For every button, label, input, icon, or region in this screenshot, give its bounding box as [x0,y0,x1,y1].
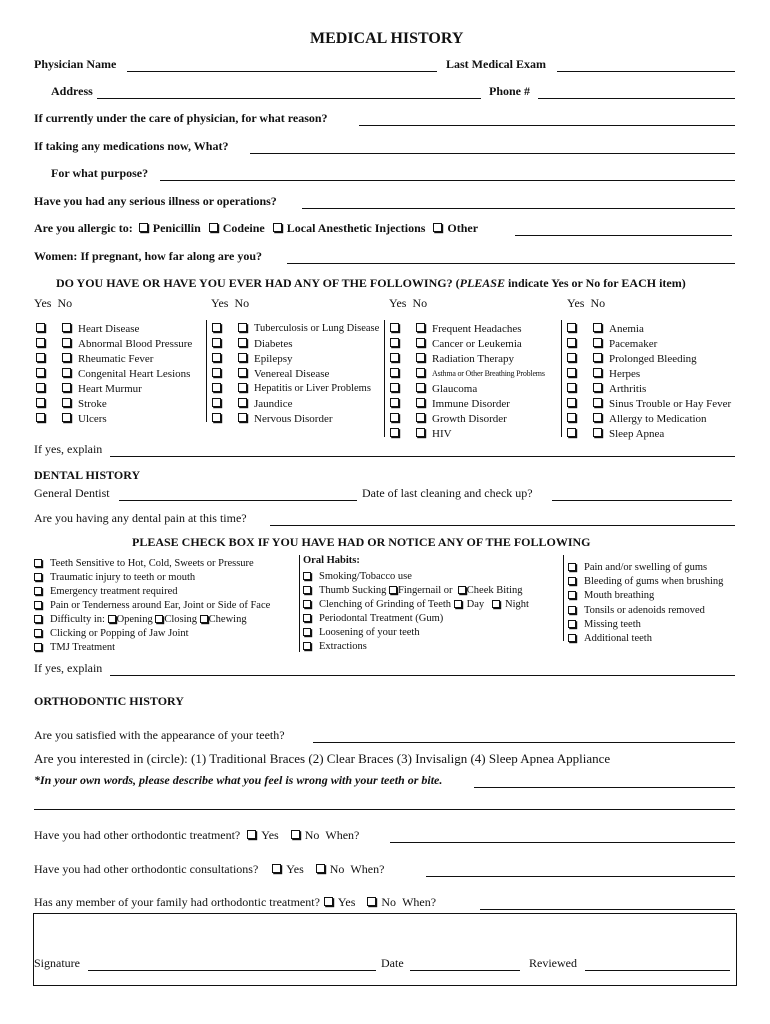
under-care-field[interactable] [359,125,735,126]
physician-name-field[interactable] [127,71,437,72]
no-checkbox[interactable] [416,368,425,377]
condition-herpes: Herpes [567,366,640,381]
phone-label: Phone # [489,84,531,98]
dental-pain-field[interactable] [270,525,735,526]
own-words-field[interactable] [474,787,735,788]
conditions-heading: DO YOU HAVE OR HAVE YOU EVER HAD ANY OF THE FOLLOWING? (PLEASE indicate Yes or No for EACH item) [56,276,686,290]
condition-cancer: Cancer or Leukemia [390,336,522,351]
family-no-checkbox[interactable] [367,897,376,906]
oral-habit-loosening: Loosening of your teeth [303,625,420,640]
other-consult-yes-checkbox[interactable] [272,864,281,873]
yes-checkbox[interactable] [212,383,221,392]
condition-stroke: Stroke [36,396,107,411]
check-box-heading: PLEASE CHECK BOX IF YOU HAVE HAD OR NOTICE ANY OF THE FOLLOWING [132,535,591,549]
cheek-biting-checkbox[interactable] [458,586,466,594]
yes-checkbox[interactable] [567,428,576,437]
oral-habit-smoking: Smoking/Tobacco use [303,569,412,584]
allergies-row [34,221,478,236]
yes-checkbox[interactable] [36,338,45,347]
condition-hepatitis: Hepatitis or Liver Problems [212,381,371,396]
condition-heart-murmur: Heart Murmur [36,381,142,396]
last-exam-field[interactable] [557,71,735,72]
checkbox[interactable] [34,573,42,581]
night-checkbox[interactable] [492,600,500,608]
condition-hiv: HIV [390,426,452,441]
family-yes-checkbox[interactable] [324,897,333,906]
checkbox[interactable] [34,643,42,651]
last-exam-label: Last Medical Exam [446,57,546,71]
yes-checkbox[interactable] [212,338,221,347]
oral-habit-thumb-sucking: Thumb Sucking Fingernail or Cheek Biting [303,583,523,598]
yes-checkbox[interactable] [567,353,576,362]
no-checkbox[interactable] [62,368,71,377]
yes-checkbox[interactable] [567,383,576,392]
yes-checkbox[interactable] [36,368,45,377]
yes-no-header-1: Yes No [34,296,73,310]
date-field[interactable] [410,970,520,971]
physician-name-label: Physician Name [34,57,117,71]
no-checkbox[interactable] [62,398,71,407]
other-treatment-when-field[interactable] [390,842,735,843]
no-checkbox[interactable] [62,323,71,332]
yes-checkbox[interactable] [390,323,399,332]
other-consult-row: Have you had other orthodontic consultations? Yes No When? [34,862,385,876]
checkbox[interactable] [303,586,311,594]
no-checkbox[interactable] [238,338,247,347]
opening-checkbox[interactable] [108,615,116,623]
chewing-checkbox[interactable] [200,615,208,623]
day-checkbox[interactable] [454,600,462,608]
interested-label: Are you interested in (circle): (1) Traditional Braces (2) Clear Braces (3) Invisalign (4) Sleep Apnea Appliance [34,751,611,766]
condition-prolonged-bleeding: Prolonged Bleeding [567,351,697,366]
condition-asthma: Asthma or Other Breathing Problems [390,366,545,381]
other-allergy-field[interactable] [515,235,732,236]
dental-pain-label: Are you having any dental pain at this time? [34,511,247,525]
own-words-label: *In your own words, please describe what you feel is wrong with your teeth or bite. [34,773,443,787]
dental-gum-bleeding: Bleeding of gums when brushing [568,574,723,589]
medications-label: If taking any medications now, What? [34,139,229,153]
address-field[interactable] [97,98,481,99]
dental-symptom-pain-ear: Pain or Tenderness around Ear, Joint or Side of Face [34,598,270,613]
yes-checkbox[interactable] [567,323,576,332]
yes-checkbox[interactable] [36,413,45,422]
general-dentist-field[interactable] [119,500,357,501]
yes-checkbox[interactable] [567,398,576,407]
yes-checkbox[interactable] [390,338,399,347]
other-consult-when-field[interactable] [426,876,735,877]
date-label: Date [381,956,404,970]
oral-habits-label: Oral Habits: [303,555,360,566]
yes-checkbox[interactable] [212,353,221,362]
column-divider [384,320,385,437]
allergic-label: Are you allergic to: [34,221,133,235]
yes-checkbox[interactable] [567,413,576,422]
penicillin-checkbox[interactable] [139,223,148,232]
signature-box [33,913,737,986]
column-divider [206,320,207,422]
no-checkbox[interactable] [593,353,602,362]
oral-habits-divider [299,555,300,652]
dental-symptom-tmj: TMJ Treatment [34,640,115,655]
serious-illness-label: Have you had any serious illness or operations? [34,194,277,208]
orthodontic-history-heading: ORTHODONTIC HISTORY [34,694,184,708]
closing-checkbox[interactable] [155,615,163,623]
local-anesthetic-label: Local Anesthetic Injections [286,221,426,235]
family-when-field[interactable] [480,909,735,910]
no-checkbox[interactable] [593,323,602,332]
codeine-checkbox[interactable] [209,223,218,232]
yes-checkbox[interactable] [390,428,399,437]
yes-checkbox[interactable] [390,413,399,422]
dental-symptom-clicking: Clicking or Popping of Jaw Joint [34,626,189,641]
oral-habit-clenching: Clenching of Grinding of Teeth Day Night [303,597,529,612]
other-treatment-yes-checkbox[interactable] [247,830,256,839]
family-row: Has any member of your family had orthodontic treatment? Yes No When? [34,895,437,909]
yes-checkbox[interactable] [567,338,576,347]
no-checkbox[interactable] [238,413,247,422]
yes-checkbox[interactable] [36,353,45,362]
other-allergy-checkbox[interactable] [433,223,442,232]
no-checkbox[interactable] [416,353,425,362]
general-dentist-label: General Dentist [34,486,110,500]
condition-diabetes: Diabetes [212,336,292,351]
purpose-label: For what purpose? [51,166,149,180]
dental-explain-label: If yes, explain [34,661,103,675]
condition-tuberculosis: Tuberculosis or Lung Disease [212,321,379,336]
condition-jaundice: Jaundice [212,396,292,411]
dental-explain-field[interactable] [110,675,735,676]
checkbox[interactable] [568,620,576,628]
condition-venereal-disease: Venereal Disease [212,366,329,381]
yes-checkbox[interactable] [212,368,221,377]
no-checkbox[interactable] [416,338,425,347]
no-checkbox[interactable] [593,383,602,392]
under-care-label: If currently under the care of physician, for what reason? [34,111,328,125]
oral-habit-periodontal: Periodontal Treatment (Gum) [303,611,443,626]
last-cleaning-label: Date of last cleaning and check up? [362,486,533,500]
condition-epilepsy: Epilepsy [212,351,293,366]
no-checkbox[interactable] [238,368,247,377]
checkbox[interactable] [568,634,576,642]
yes-checkbox[interactable] [390,353,399,362]
yes-checkbox[interactable] [567,368,576,377]
yes-checkbox[interactable] [212,323,221,332]
yes-checkbox[interactable] [390,398,399,407]
checkbox[interactable] [303,600,311,608]
pregnant-label: Women: If pregnant, how far along are you? [34,249,263,263]
other-consult-no-checkbox[interactable] [316,864,325,873]
yes-checkbox[interactable] [212,398,221,407]
last-cleaning-field[interactable] [552,500,732,501]
condition-arthritis: Arthritis [567,381,646,396]
other-treatment-row: Have you had other orthodontic treatment? Yes No When? [34,828,360,842]
condition-growth-disorder: Growth Disorder [390,411,507,426]
reviewed-label: Reviewed [529,956,577,970]
checkbox[interactable] [568,563,576,571]
condition-immune-disorder: Immune Disorder [390,396,510,411]
yes-checkbox[interactable] [36,398,45,407]
condition-rheumatic-fever: Rheumatic Fever [36,351,153,366]
phone-field[interactable] [538,98,735,99]
yes-checkbox[interactable] [390,368,399,377]
yes-checkbox[interactable] [36,323,45,332]
oral-habit-extractions: Extractions [303,639,367,654]
dental-symptom-traumatic-injury: Traumatic injury to teeth or mouth [34,570,195,585]
medications-field[interactable] [250,153,735,154]
condition-congenital-heart-lesions: Congenital Heart Lesions [36,366,190,381]
address-label: Address [51,84,93,98]
no-checkbox[interactable] [416,398,425,407]
own-words-field-2[interactable] [34,809,735,810]
checkbox[interactable] [303,572,311,580]
checkbox[interactable] [34,601,42,609]
condition-allergy-to-medication: Allergy to Medication [567,411,707,426]
no-checkbox[interactable] [238,353,247,362]
yes-checkbox[interactable] [36,383,45,392]
dental-symptom-sensitive: Teeth Sensitive to Hot, Cold, Sweets or Pressure [34,556,254,571]
condition-sleep-apnea: Sleep Apnea [567,426,664,441]
no-checkbox[interactable] [593,413,602,422]
penicillin-label: Penicillin [152,221,201,235]
other-treatment-no-checkbox[interactable] [291,830,300,839]
checkbox[interactable] [34,629,42,637]
checkbox[interactable] [34,587,42,595]
no-checkbox[interactable] [62,338,71,347]
no-checkbox[interactable] [238,398,247,407]
yes-no-header-2: Yes No [211,296,250,310]
dental-missing-teeth: Missing teeth [568,617,641,632]
column-divider [561,320,562,437]
codeine-label: Codeine [222,221,265,235]
condition-ulcers: Ulcers [36,411,107,426]
yes-no-header-4: Yes No [567,296,606,310]
no-checkbox[interactable] [416,428,425,437]
no-checkbox[interactable] [593,368,602,377]
dental-right-divider [563,555,564,641]
checkbox[interactable] [303,642,311,650]
signature-label: Signature [34,956,80,970]
checkbox[interactable] [303,614,311,622]
local-anesthetic-checkbox[interactable] [273,223,282,232]
yes-checkbox[interactable] [390,383,399,392]
no-checkbox[interactable] [593,398,602,407]
checkbox[interactable] [568,577,576,585]
no-checkbox[interactable] [593,338,602,347]
dental-additional-teeth: Additional teeth [568,631,652,646]
checkbox[interactable] [568,591,576,599]
no-checkbox[interactable] [416,413,425,422]
fingernail-checkbox[interactable] [389,586,397,594]
condition-heart-disease: Heart Disease [36,321,139,336]
condition-nervous-disorder: Nervous Disorder [212,411,333,426]
satisfied-field[interactable] [313,742,735,743]
page-title: MEDICAL HISTORY [310,30,464,47]
signature-field[interactable] [88,970,376,971]
no-checkbox[interactable] [416,323,425,332]
no-checkbox[interactable] [416,383,425,392]
serious-illness-field[interactable] [302,208,735,209]
checkbox[interactable] [34,615,42,623]
condition-abnormal-blood-pressure: Abnormal Blood Pressure [36,336,192,351]
condition-anemia: Anemia [567,321,644,336]
dental-mouth-breathing: Mouth breathing [568,588,654,603]
reviewed-field[interactable] [585,970,730,971]
dental-symptom-emergency: Emergency treatment required [34,584,178,599]
purpose-field[interactable] [160,180,735,181]
medical-explain-label: If yes, explain [34,442,103,456]
dental-symptom-difficulty: Difficulty in: Opening Closing Chewing [34,612,247,627]
pregnant-field[interactable] [287,263,735,264]
yes-no-header-3: Yes No [389,296,428,310]
yes-checkbox[interactable] [212,413,221,422]
no-checkbox[interactable] [62,383,71,392]
condition-radiation-therapy: Radiation Therapy [390,351,514,366]
condition-glaucoma: Glaucoma [390,381,477,396]
no-checkbox[interactable] [238,323,247,332]
checkbox[interactable] [303,628,311,636]
checkbox[interactable] [34,559,42,567]
dental-tonsils-removed: Tonsils or adenoids removed [568,603,705,618]
dental-gum-pain: Pain and/or swelling of gums [568,560,707,575]
no-checkbox[interactable] [593,428,602,437]
condition-sinus-trouble: Sinus Trouble or Hay Fever [567,396,731,411]
checkbox[interactable] [568,606,576,614]
condition-frequent-headaches: Frequent Headaches [390,321,522,336]
no-checkbox[interactable] [62,413,71,422]
medical-explain-field[interactable] [110,456,735,457]
condition-pacemaker: Pacemaker [567,336,657,351]
no-checkbox[interactable] [238,383,247,392]
satisfied-label: Are you satisfied with the appearance of your teeth? [34,728,285,742]
no-checkbox[interactable] [62,353,71,362]
dental-history-heading: DENTAL HISTORY [34,468,141,482]
other-allergy-label: Other [447,221,479,235]
